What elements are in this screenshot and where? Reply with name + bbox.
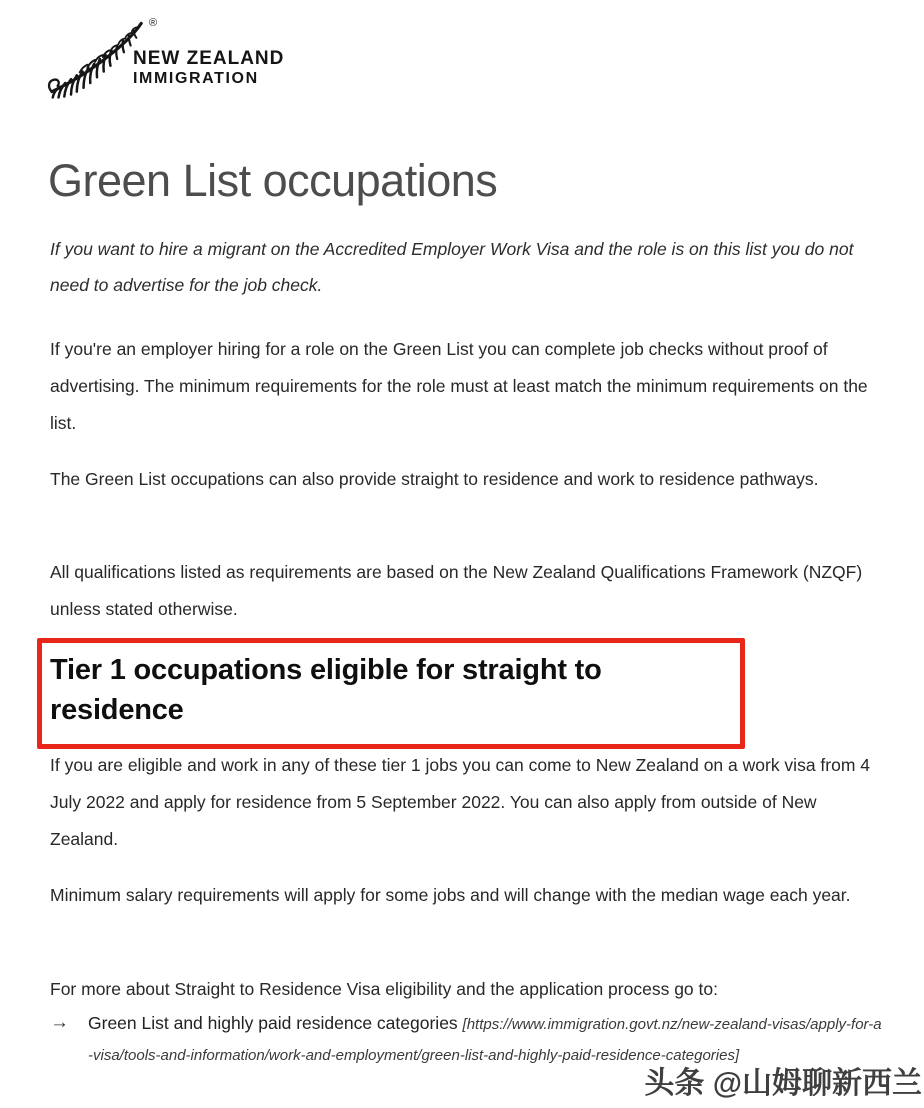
registered-trademark-icon: ® (149, 17, 158, 29)
paragraph-nzqf: All qualifications listed as requirements are based on the New Zealand Qualifications Framework (NZQF) unless stated otherwise. (50, 562, 863, 619)
intro-text: If you want to hire a migrant on the Accredited Employer Work Visa and the role is on this list you do not need to advertise for the job check. (50, 239, 854, 295)
paragraph-pathways: The Green List occupations can also provide straight to residence and work to residence pathways. (50, 469, 819, 489)
logo-wordmark (133, 49, 284, 87)
paragraph-more-info: For more about Straight to Residence Visa eligibility and the application process go to: (50, 979, 718, 999)
logo-line-new-zealand: NEW ZEALAND (133, 48, 285, 69)
tier1-heading: Tier 1 occupations eligible for straight to residence (50, 654, 602, 726)
green-list-categories-link[interactable]: Green List and highly paid residence categories (88, 1013, 463, 1033)
paragraph-salary: Minimum salary requirements will apply for some jobs and will change with the median wage each year. (50, 885, 851, 905)
toutiao-watermark: 头条 @山姆聊新西兰 (644, 1067, 922, 1100)
nz-immigration-logo[interactable] (45, 13, 375, 109)
logo-line-immigration: IMMIGRATION (133, 69, 259, 87)
paragraph-eligibility-dates: If you are eligible and work in any of these tier 1 jobs you can come to New Zealand on a work visa from 4 July 2022 and apply for residence from 5 September 2022. You can also apply from outside of New Zealand. (50, 755, 871, 849)
link-url-note: [https://www.immigration.govt.nz/new-zealand-visas/apply-for-a-visa/tools-and-information/work-and-employment/green-list-and-highly-paid-residence-categories] (88, 1016, 882, 1064)
red-annotation-box (37, 638, 745, 749)
page-title: Green List occupations (48, 155, 498, 206)
paragraph-job-checks: If you're an employer hiring for a role on the Green List you can complete job checks without proof of advertising. The minimum requirements for the role must at least match the minimum requirements on the list. (50, 339, 868, 433)
arrow-right-icon: → (50, 1012, 69, 1033)
silver-fern-icon (47, 16, 147, 100)
